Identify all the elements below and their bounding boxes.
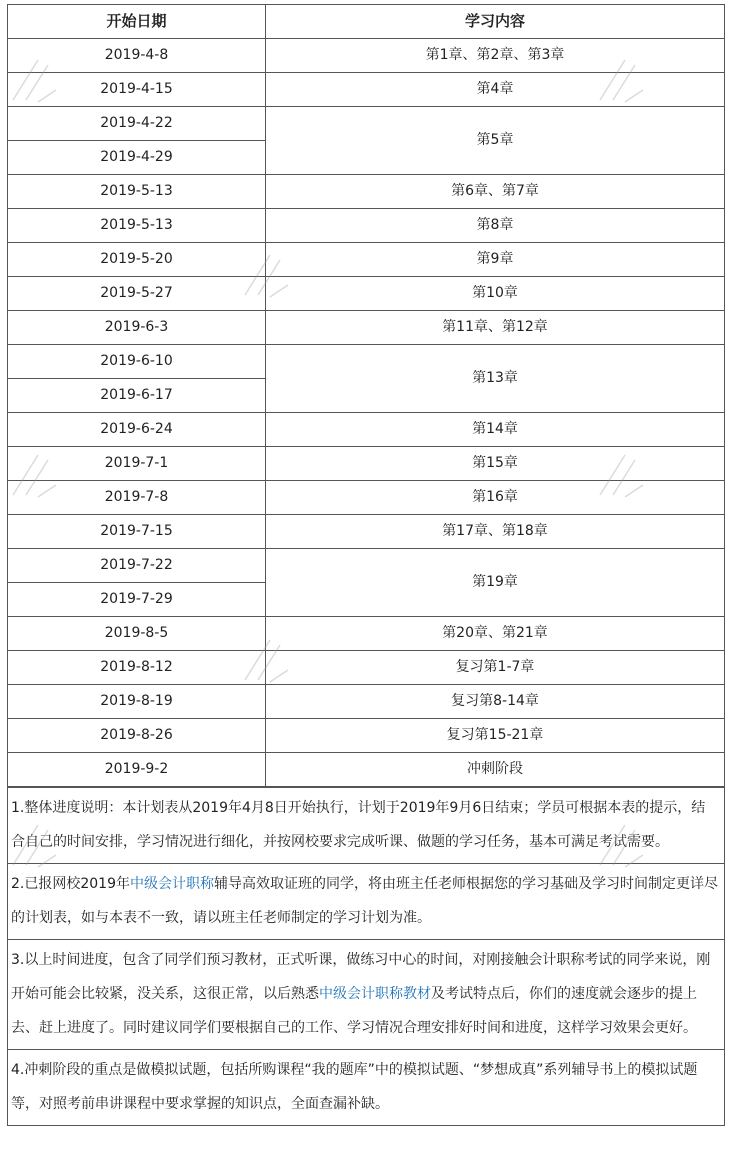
table-row [8,413,725,447]
table-row [8,175,725,209]
table-row [8,617,725,651]
table-row [8,685,725,719]
date-cell: 2019-5-20 [8,243,266,277]
table-row [8,209,725,243]
date-cell: 2019-5-13 [8,209,266,243]
table-row [8,39,725,73]
content-cell: 第20章、第21章 [266,617,725,651]
content-cell: 冲刺阶段 [266,753,725,787]
header-content: 学习内容 [266,5,725,39]
content-cell: 第11章、第12章 [266,311,725,345]
schedule-table [7,4,725,787]
note-4-text: 4.冲刺阶段的重点是做模拟试题，包括所购课程“我的题库”中的模拟试题、“梦想成真”系列辅导书上的模拟试题等，对照考前串讲课程中要求掌握的知识点，全面查漏补缺。 [11,1062,698,1112]
table-row [8,515,725,549]
content-cell: 第17章、第18章 [266,515,725,549]
notes-section [7,787,725,1126]
content-cell: 第15章 [266,447,725,481]
header-start-date: 开始日期 [8,5,266,39]
table-row [8,345,725,379]
date-cell: 2019-4-8 [8,39,266,73]
date-cell: 2019-9-2 [8,753,266,787]
table-row [8,311,725,345]
note-3 [7,940,725,1050]
date-cell: 2019-8-12 [8,651,266,685]
note-3-text-a: 3.以上时间进度，包含了同学们预习教材，正式听课，做练习中心的时间，对刚接触会计职称考试的同学来说，刚开始可能会比较紧，没关系，这很正常，以后熟悉 [11,952,711,1002]
date-cell: 2019-8-5 [8,617,266,651]
content-cell: 第4章 [266,73,725,107]
date-cell: 2019-4-22 [8,107,266,141]
table-row [8,481,725,515]
content-cell: 复习第8-14章 [266,685,725,719]
note-3-link[interactable]: 中级会计职称教材 [319,986,431,1002]
table-row [8,447,725,481]
date-cell: 2019-7-15 [8,515,266,549]
date-cell: 2019-5-27 [8,277,266,311]
date-cell: 2019-6-17 [8,379,266,413]
note-3-text-b: 及考试特点后，你们的速度就会逐步的提上去、赶上进度了。同时建议同学们要根据自己的工作、学习情况合理安排好时间和进度，这样学习效果会更好。 [11,986,697,1036]
content-cell: 第16章 [266,481,725,515]
content-cell: 第10章 [266,277,725,311]
date-cell: 2019-7-29 [8,583,266,617]
date-cell: 2019-7-22 [8,549,266,583]
note-2-text-b: 辅导高效取证班的同学，将由班主任老师根据您的学习基础及学习时间制定更详尽的计划表，如与本表不一致，请以班主任老师制定的学习计划为准。 [11,876,718,926]
table-row [8,651,725,685]
note-1 [7,787,725,864]
content-cell: 第14章 [266,413,725,447]
date-cell: 2019-4-29 [8,141,266,175]
table-row [8,107,725,141]
note-2 [7,864,725,940]
date-cell: 2019-7-8 [8,481,266,515]
content-cell: 第5章 [266,107,725,175]
note-4 [7,1050,725,1126]
schedule-body [8,39,725,787]
date-cell: 2019-4-15 [8,73,266,107]
table-row [8,73,725,107]
content-cell: 第9章 [266,243,725,277]
note-1-text: 1.整体进度说明：本计划表从2019年4月8日开始执行，计划于2019年9月6日结束；学员可根据本表的提示，结合自己的时间安排，学习情况进行细化，并按网校要求完成听课、做题的学习任务，基本可满足考试需要。 [11,800,706,850]
note-2-link[interactable]: 中级会计职称 [130,876,214,892]
content-cell: 复习第1-7章 [266,651,725,685]
date-cell: 2019-6-24 [8,413,266,447]
content-cell: 第1章、第2章、第3章 [266,39,725,73]
table-row [8,753,725,787]
content-cell: 第19章 [266,549,725,617]
table-header-row [8,5,725,39]
date-cell: 2019-8-26 [8,719,266,753]
date-cell: 2019-8-19 [8,685,266,719]
table-row [8,243,725,277]
note-2-text-a: 2.已报网校2019年 [11,876,130,892]
date-cell: 2019-7-1 [8,447,266,481]
date-cell: 2019-6-3 [8,311,266,345]
content-cell: 第6章、第7章 [266,175,725,209]
date-cell: 2019-6-10 [8,345,266,379]
content-cell: 复习第15-21章 [266,719,725,753]
table-row [8,277,725,311]
table-row [8,549,725,583]
table-row [8,719,725,753]
date-cell: 2019-5-13 [8,175,266,209]
content-cell: 第8章 [266,209,725,243]
content-cell: 第13章 [266,345,725,413]
